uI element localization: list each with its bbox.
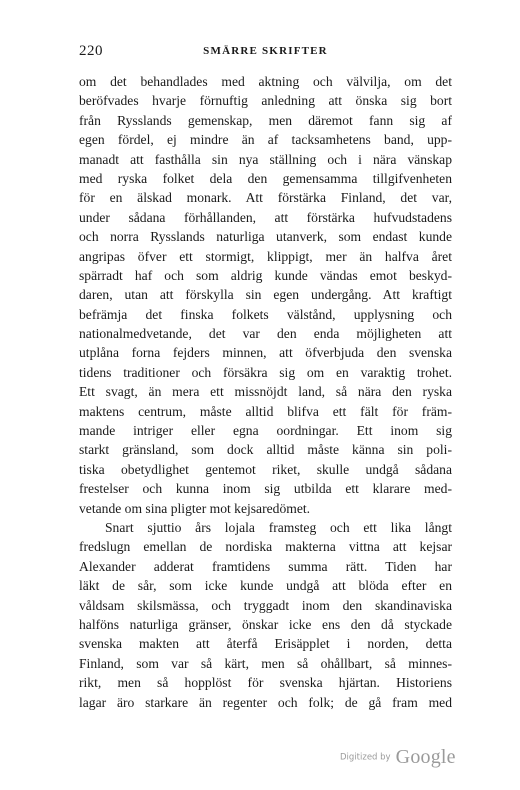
digitization-watermark — [340, 746, 456, 769]
text-line: egen fördel, ej mindre än af tacksamhetens band, upp- — [79, 132, 452, 148]
paragraph-start-line: Snart sjuttio års lojala framsteg och ett lika långt — [105, 519, 452, 535]
text-line: Finland, som var så kärt, men så ohållbart, så minnes- — [79, 655, 452, 671]
text-line: lagar äro starkare än regenter och folk; de gå fram med — [79, 694, 452, 710]
paragraph-end-line: vetande om sina pligter mot kejsaredömet. — [79, 500, 311, 516]
text-line: maktens centrum, måste alltid blifva ett fält för främ- — [79, 403, 452, 419]
text-line: spärradt haf och som aldrig kunde vändas emot beskyd- — [79, 267, 452, 283]
text-line: starkt gränsland, som dock alltid måste känna sin poli- — [79, 442, 452, 458]
text-line: frestelser och kunna inom sig utbilda ett klarare med- — [79, 481, 452, 497]
text-line: våldsam skilsmässa, och tryggadt inom den skandinaviska — [79, 597, 452, 613]
body-text — [79, 72, 452, 712]
page-number: 220 — [79, 43, 103, 59]
text-line: fredslugn emellan de nordiska makterna vittna att kejsar — [79, 539, 452, 555]
text-line: utplåna forna fejders minnen, att öfverbjuda den svenska — [79, 345, 452, 361]
text-line: nationalmedvetande, det var den enda möjligheten att — [79, 326, 452, 342]
text-line: beröfvades hvarje förnuftig anledning att önska sig bort — [79, 93, 452, 109]
text-line: tiska obetydlighet gentemot riket, skulle undgå sådana — [79, 461, 452, 477]
digitized-by-label: Digitized by — [340, 752, 391, 763]
text-line: svenska makten att återfå Erisäpplet i norden, detta — [79, 636, 452, 652]
text-line: under sådana förhållanden, att förstärka hufvudstadens — [79, 209, 452, 225]
text-line: halföns naturliga gränser, önskar icke ens den då styckade — [79, 616, 452, 632]
text-line: och norra Rysslands naturliga utanverk, som endast kunde — [79, 229, 452, 245]
text-line: mande intriger eller egna oordningar. Ett inom sig — [79, 423, 452, 439]
text-line: tidens traditioner och försäkra sig om en varaktig trohet. — [79, 364, 452, 380]
google-logo: Google — [395, 746, 456, 768]
running-head: SMÄRRE SKRIFTER — [203, 45, 328, 57]
text-line: daren, utan att förskylla sin egen undergång. Att kraftigt — [79, 287, 452, 303]
text-line: med ryska folket dela den gemensamma tillgifvenheten — [79, 170, 452, 186]
text-line: Ett svagt, än mera ett missnöjdt land, så nära den ryska — [79, 384, 452, 400]
text-line: om det behandlades med aktning och välvilja, om det — [79, 74, 452, 89]
text-line: befrämja det finska folkets välstånd, upplysning och — [79, 306, 452, 322]
text-line: angripas öfver ett stormigt, klippigt, mer än halfva året — [79, 248, 452, 264]
text-line: från Rysslands gemenskap, men däremot fann sig af — [79, 112, 452, 128]
text-line: manadt att fasthålla sin nya ställning och i nära vänskap — [79, 151, 452, 167]
text-line: Alexander adderat framtidens summa rätt. Tiden har — [79, 558, 452, 574]
text-line: rikt, men så hopplöst för svenska hjärtan. Historiens — [79, 675, 452, 691]
page-header — [79, 43, 452, 63]
text-line: för en älskad monark. Att förstärka Finland, det var, — [79, 190, 452, 206]
text-line: läkt de sår, som icke kunde undgå att blöda efter en — [79, 578, 452, 594]
